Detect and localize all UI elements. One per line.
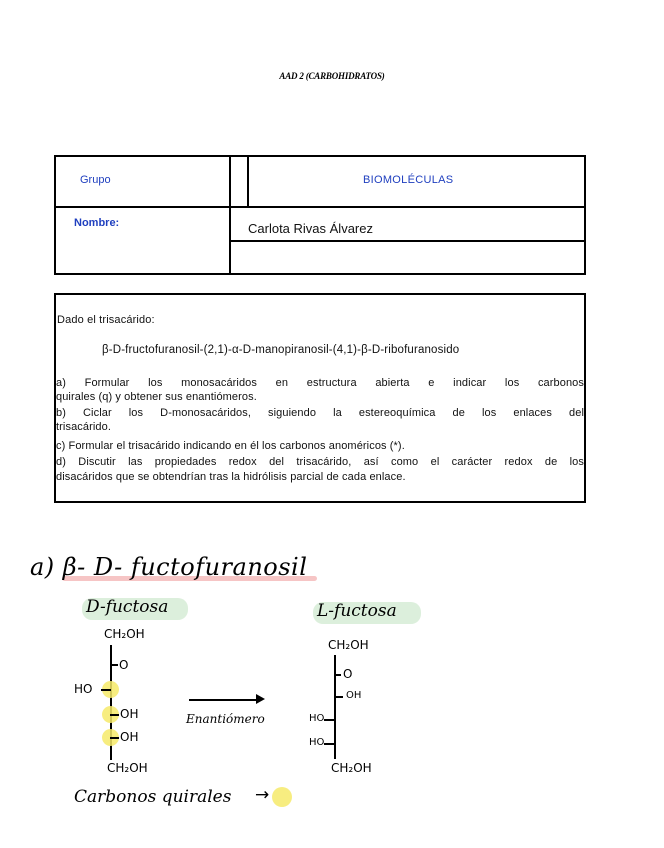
exercise-line: b) Ciclar los D-monosacáridos, siguiendo la estereoquímica de los enlaces del — [56, 407, 584, 419]
d-c2-group: O — [119, 658, 129, 672]
l-c4-group: HO — [309, 713, 325, 724]
table-divider — [54, 206, 586, 208]
nombre-value: Carlota Rivas Álvarez — [248, 221, 373, 236]
arrow-line — [189, 699, 261, 701]
exercise-line: d) Discutir las propiedades redox del trisacárido, así como el carácter redox de los — [56, 456, 584, 468]
l-c1-group: CH₂OH — [328, 638, 369, 652]
exercise-line: quirales (q) y obtener sus enantiómeros. — [56, 391, 257, 403]
d-c5-bond — [110, 737, 119, 739]
legend-arrow-icon: → — [255, 785, 270, 805]
header-table — [54, 155, 586, 275]
d-c3-bond — [101, 689, 111, 691]
d-c3-group: HO — [74, 682, 93, 696]
l-c5-group: HO — [309, 737, 325, 748]
d-c2-bond — [110, 664, 118, 666]
nombre-label: Nombre: — [74, 217, 120, 229]
exercise-line: c) Formular el trisacárido indicando en él los carbonos anoméricos (*). — [56, 440, 405, 452]
grupo-label: Grupo — [80, 174, 111, 186]
d-c4-group: OH — [120, 707, 139, 721]
document-title: AAD 2 (CARBOHIDRATOS) — [279, 71, 385, 81]
exercise-formula: β-D-fructofuranosil-(2,1)-α-D-manopiranosil-(4,1)-β-D-ribofuranosido — [102, 344, 460, 356]
d-c6-group: CH₂OH — [107, 761, 148, 775]
exercise-intro: Dado el trisacárido: — [57, 314, 155, 326]
exercise-line: a) Formular los monosacáridos en estructura abierta e indicar los carbonos — [56, 377, 584, 389]
table-divider — [229, 240, 586, 242]
carbonos-quirales-label: Carbonos quirales — [74, 787, 232, 807]
d-c4-bond — [110, 714, 119, 716]
d-c5-group: OH — [120, 730, 139, 744]
l-c4-bond — [324, 719, 335, 721]
exercise-line: trisacárido. — [56, 421, 111, 433]
legend-chiral-dot — [272, 787, 292, 807]
exercise-line: disacáridos que se obtendrían tras la hidrólisis parcial de cada enlace. — [56, 471, 406, 483]
enantiomero-label: Enantiómero — [186, 712, 265, 726]
l-c6-group: CH₂OH — [331, 761, 372, 775]
table-divider — [229, 155, 231, 275]
l-c5-bond — [324, 743, 335, 745]
l-fructosa-label: L-fuctosa — [317, 601, 397, 621]
l-c2-group: O — [343, 667, 353, 681]
l-c3-group: OH — [346, 690, 362, 701]
l-c2-bond — [334, 674, 341, 676]
l-c3-bond — [334, 696, 343, 698]
d-fructosa-label: D-fuctosa — [86, 597, 169, 617]
table-divider — [247, 155, 249, 207]
subject-label: BIOMOLÉCULAS — [363, 174, 454, 186]
handwritten-heading: a) β- D- fuctofuranosil — [30, 553, 308, 581]
d-c1-group: CH₂OH — [104, 627, 145, 641]
arrow-head-icon — [256, 694, 265, 704]
